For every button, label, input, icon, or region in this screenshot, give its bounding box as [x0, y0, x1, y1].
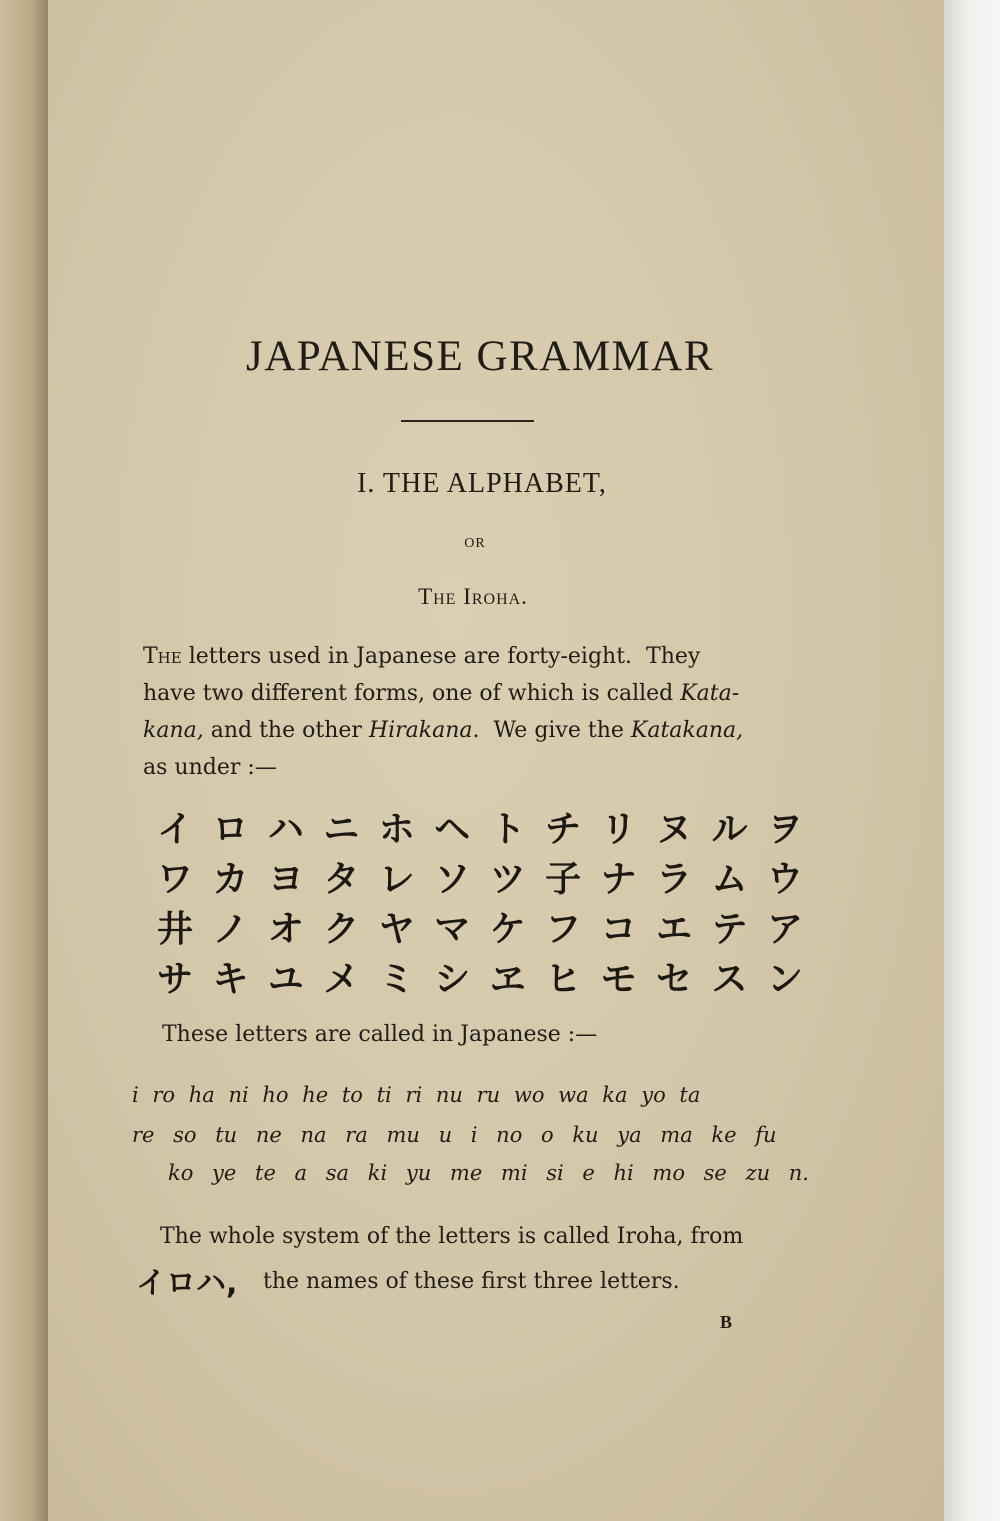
kana-char: ユ [267, 959, 304, 1000]
whole-system-line: The whole system of the letters is called Iroha, from [160, 1224, 744, 1249]
iroha-heading: The Iroha. [418, 584, 528, 609]
kana-char: ケ [489, 909, 526, 950]
book-spine [0, 0, 52, 1521]
romanization-line-2: re so tu ne na ra mu u i no o ku ya ma ke fu [132, 1123, 777, 1147]
kana-char: ナ [600, 859, 637, 900]
kana-char: リ [600, 809, 637, 850]
kana-char: ヨ [267, 859, 304, 900]
names-line: the names of these first three letters. [263, 1269, 680, 1294]
intro-line-2-italic: Kata- [680, 681, 740, 706]
kana-char: ワ [156, 859, 193, 900]
kana-char: ン [766, 959, 803, 1000]
kana-char: テ [711, 909, 748, 950]
katakana-row [150, 955, 810, 1005]
title-rule [401, 420, 534, 422]
kana-char: ヱ [489, 959, 526, 1000]
intro-line-3-mid: and the other [203, 718, 369, 743]
or-text: OR [464, 536, 486, 551]
kana-char: 子 [545, 859, 582, 900]
intro-katakana-word: Katakana, [630, 718, 744, 743]
intro-paragraph [143, 638, 743, 786]
kana-char: ヤ [378, 909, 415, 950]
section-heading: I. THE ALPHABET, [357, 468, 607, 499]
kana-char: コ [600, 909, 637, 950]
kana-char: メ [323, 959, 360, 1000]
kana-char: マ [434, 909, 471, 950]
kana-char: ハ [267, 809, 304, 850]
intro-line-2-text: have two different forms, one of which is called [143, 681, 681, 706]
katakana-row [150, 855, 810, 905]
kana-char: カ [212, 859, 249, 900]
intro-line-4: as under :— [143, 755, 277, 780]
intro-kana-word: kana, [143, 718, 204, 743]
intro-smallcaps: The [143, 644, 182, 669]
intro-line-1 [143, 638, 743, 675]
kana-char: オ [267, 909, 304, 950]
kana-char: ラ [656, 859, 693, 900]
katakana-row [150, 805, 810, 855]
kana-char: ソ [434, 859, 471, 900]
kana-char: ム [711, 859, 748, 900]
kana-char: ロ [212, 809, 249, 850]
intro-line-3 [143, 712, 743, 749]
inline-kana: イロハ, [136, 1266, 238, 1301]
intro-hirakana-word: Hirakana. [368, 718, 480, 743]
kana-char: ヌ [656, 809, 693, 850]
kana-char: イ [156, 809, 193, 850]
kana-char: ウ [766, 859, 803, 900]
page-title: JAPANESE GRAMMAR [245, 333, 715, 380]
kana-char: セ [656, 959, 693, 1000]
kana-char: サ [156, 959, 193, 1000]
intro-line-3-mid2: We give the [479, 718, 631, 743]
kana-char: ミ [378, 959, 415, 1000]
katakana-table [150, 805, 810, 1005]
kana-char: ク [323, 909, 360, 950]
kana-char: レ [378, 859, 415, 900]
kana-char: ツ [489, 859, 526, 900]
kana-char: シ [434, 959, 471, 1000]
kana-char: ア [766, 909, 803, 950]
signature-mark: B [720, 1312, 733, 1332]
kana-char: ル [711, 809, 748, 850]
kana-char: エ [656, 909, 693, 950]
kana-char: モ [600, 959, 637, 1000]
kana-char: ノ [212, 909, 249, 950]
kana-char: 井 [156, 909, 193, 950]
kana-char: タ [323, 859, 360, 900]
kana-char: キ [212, 959, 249, 1000]
kana-char: フ [545, 909, 582, 950]
romanization-line-3: ko ye te a sa ki yu me mi si e hi mo se zu n. [168, 1161, 809, 1185]
kana-char: ト [489, 809, 526, 850]
kana-char: ス [711, 959, 748, 1000]
katakana-row [150, 905, 810, 955]
intro-line-2 [143, 675, 743, 712]
kana-char: ニ [323, 809, 360, 850]
kana-char: ヒ [545, 959, 582, 1000]
kana-char: ホ [378, 809, 415, 850]
romanization-line-1: i ro ha ni ho he to ti ri nu ru wo wa ka yo ta [132, 1083, 701, 1107]
called-line: These letters are called in Japanese :— [162, 1022, 598, 1047]
page-edge [944, 0, 1000, 1521]
kana-char: ヲ [766, 809, 803, 850]
intro-line-1-rest: letters used in Japanese are forty-eight. They [181, 644, 701, 669]
kana-char: チ [545, 809, 582, 850]
kana-char: ヘ [434, 809, 471, 850]
